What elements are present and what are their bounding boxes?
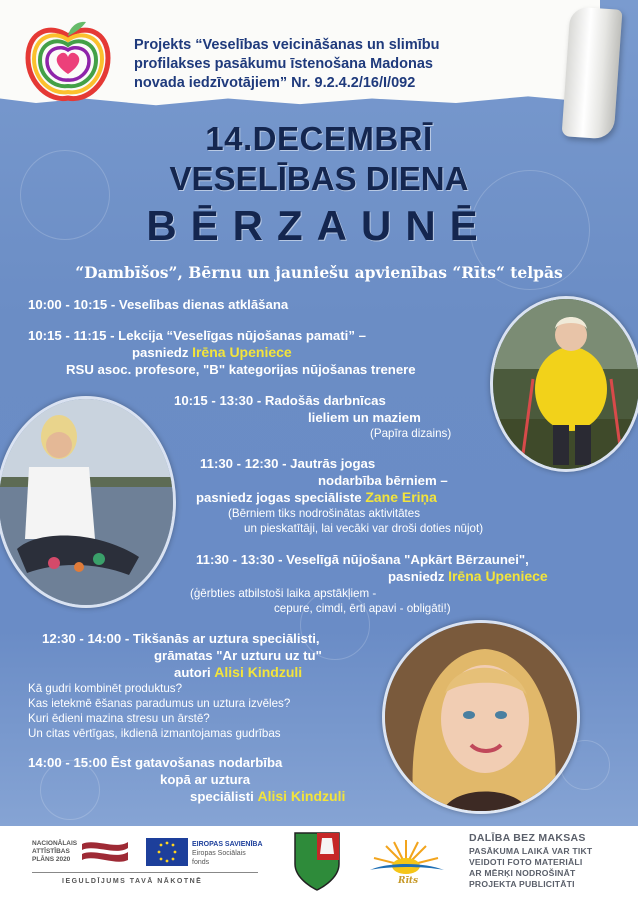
schedule-lecture-role: RSU asoc. profesore, "B" kategorijas nūjošanas trenere — [66, 362, 416, 377]
latvia-flag-icon — [80, 838, 130, 864]
photo-yoga — [0, 396, 176, 608]
schedule-cooking: 14:00 - 15:00 Ēst gatavošanas nodarbība — [28, 755, 283, 770]
presenter-name: Alisi Kindzuli — [257, 788, 346, 804]
eu-logo-text — [192, 840, 263, 867]
footer — [0, 826, 638, 900]
schedule-cooking-line2: kopā ar uztura — [160, 772, 251, 787]
project-line: profilakses pasākumu īstenošana Madonas — [134, 56, 433, 72]
photo-nutritionist — [382, 620, 580, 814]
presenter-label: speciālisti — [190, 789, 258, 804]
yoga-woman-image — [0, 399, 176, 608]
presenter-label: autori — [174, 665, 215, 680]
nutrition-question: Kā gudri kombinēt produktus? — [28, 682, 183, 695]
schedule-yoga: 11:30 - 12:30 - Jautrās jogas — [200, 456, 376, 471]
schedule-nutrition-book: grāmatas "Ar uzturu uz tu" — [154, 648, 322, 663]
rits-logo-text: Rīts — [398, 876, 419, 886]
event-place: BĒRZAUNĒ — [146, 202, 492, 249]
presenter-name: Zane Eriņa — [365, 489, 437, 505]
photo-notice-line: VEIDOTI FOTO MATERIĀLI — [469, 857, 583, 867]
schedule-walking-presenter — [388, 568, 548, 585]
eu-line: EIROPAS SAVIENĪBA — [192, 841, 263, 848]
nordic-walker-image — [493, 299, 638, 472]
eu-flag-icon — [146, 838, 188, 866]
event-venue: “Dambīšos”, Bērnu un jauniešu apvienības “Rīts“ telpās — [75, 263, 563, 282]
nutritionist-portrait-image — [385, 623, 580, 814]
eu-slogan: IEGULDĪJUMS TAVĀ NĀKOTNĒ — [62, 878, 203, 885]
nap-line: ATTĪSTĪBAS — [32, 848, 70, 855]
presenter-name: Irēna Upeniece — [448, 568, 548, 584]
eu-line: Eiropas Sociālais — [192, 850, 246, 857]
schedule-walking-note2: cepure, cimdi, ērti apavi - obligāti!) — [274, 602, 451, 615]
nap-line: NACIONĀLAIS — [32, 840, 78, 847]
nap-logo-text — [32, 840, 77, 864]
presenter-name: Alisi Kindzuli — [214, 664, 303, 680]
footer-divider — [32, 872, 258, 873]
schedule-yoga-note2: un pieskatītāji, lai vecāki var droši doties nūjot) — [244, 522, 484, 535]
schedule-workshops-line2: lieliem un maziem — [308, 410, 421, 425]
presenter-label: pasniedz — [388, 569, 449, 584]
project-line: Projekts “Veselības veicināšanas un slimību — [134, 37, 440, 53]
nap-line: PLĀNS 2020 — [32, 856, 71, 863]
schedule-yoga-line2: nodarbība bērniem – — [318, 473, 448, 488]
schedule-yoga-presenter — [196, 489, 437, 506]
schedule-opening: 10:00 - 10:15 - Veselības dienas atklāšana — [28, 297, 289, 312]
photo-nordic-walking — [490, 296, 638, 472]
nutrition-question: Kuri ēdieni mazina stresu un ārstē? — [28, 712, 210, 725]
schedule-lecture: 10:15 - 11:15 - Lekcija “Veselīgas nūjošanas pamati” – — [28, 328, 366, 343]
event-title: VESELĪBAS DIENA — [169, 160, 469, 197]
event-date: 14.DECEMBRĪ — [205, 120, 433, 157]
schedule-walking: 11:30 - 13:30 - Veselīgā nūjošana "Apkārt Bērzaunei", — [196, 552, 529, 567]
apple-heart-icon — [22, 18, 114, 106]
presenter-name: Irēna Upeniece — [192, 344, 292, 360]
madona-coat-of-arms-icon — [292, 830, 342, 892]
photo-notice-line: AR MĒRĶI NODROŠINĀT — [469, 868, 576, 878]
photo-notice — [469, 846, 592, 890]
presenter-label: pasniedz jogas speciāliste — [196, 490, 366, 505]
schedule-cooking-presenter — [190, 788, 345, 805]
schedule-workshops-note: (Papīra dizains) — [370, 427, 452, 440]
eu-line: fonds — [192, 859, 210, 866]
nutrition-question: Un citas vērtīgas, ikdienā izmantojamas gudrības — [28, 727, 281, 740]
photo-notice-line: PASĀKUMA LAIKĀ VAR TIKT — [469, 846, 593, 856]
nutrition-question: Kas ietekmē ēšanas paradumus un uztura izvēles? — [28, 697, 291, 710]
photo-notice-line: PROJEKTA PUBLICITĀTI — [469, 879, 575, 889]
project-line: novada iedzīvotājiem” Nr. 9.2.4.2/16/I/092 — [134, 75, 416, 91]
schedule-yoga-note1: (Bērniem tiks nodrošinātas aktivitātes — [228, 507, 421, 520]
project-description — [134, 36, 564, 93]
schedule-nutrition-author — [174, 664, 302, 681]
free-participation-notice: DALĪBA BEZ MAKSAS — [469, 832, 586, 844]
schedule-lecture-presenter — [132, 344, 292, 361]
schedule-workshops: 10:15 - 13:30 - Radošās darbnīcas — [174, 393, 386, 408]
presenter-label: pasniedz — [132, 345, 193, 360]
schedule-walking-note1: (ģērbties atbilstoši laika apstākļiem - — [190, 587, 377, 600]
schedule-nutrition: 12:30 - 14:00 - Tikšanās ar uztura speciālisti, — [42, 631, 320, 646]
